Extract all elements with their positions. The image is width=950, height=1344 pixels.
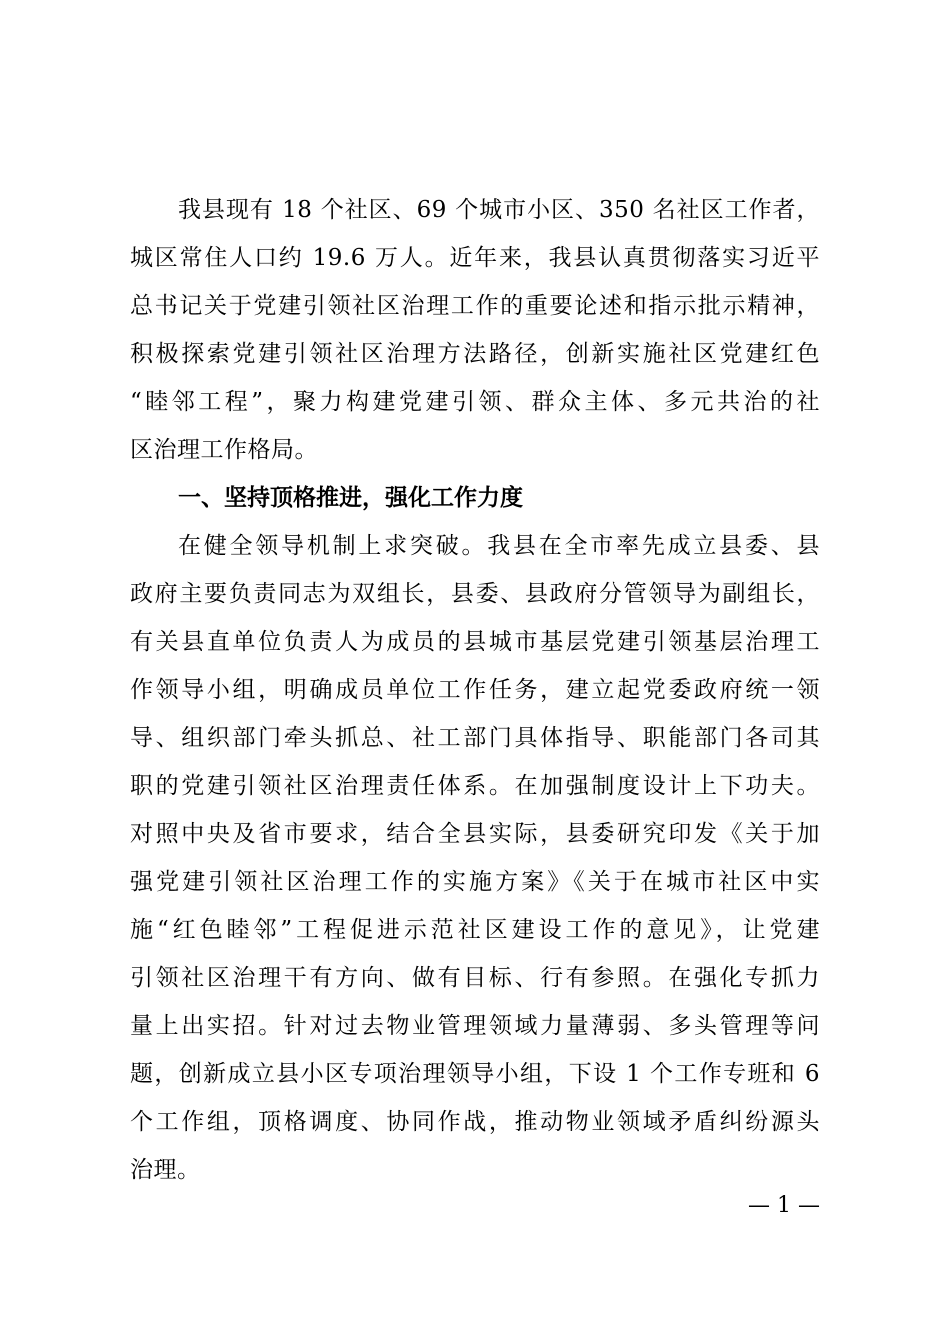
text-line: 区治理工作格局。 (130, 437, 318, 463)
text-line: 治理。 (130, 1157, 201, 1183)
text-line: 职的党建引领社区治理责任体系。在加强制度设计上下功夫。 (130, 773, 820, 799)
text-line: 总书记关于党建引领社区治理工作的重要论述和指示批示精神， (130, 293, 820, 319)
text-line: 导、组织部门牵头抓总、社工部门具体指导、职能部门各司其 (130, 725, 820, 751)
text-line: 引领社区治理干有方向、做有目标、行有参照。在强化专抓力 (130, 965, 820, 991)
paragraph-intro (130, 186, 820, 474)
page-number: — 1 — (748, 1193, 820, 1218)
text-line: 施“红色睦邻”工程促进示范社区建设工作的意见》，让党建 (130, 917, 820, 943)
text-line: 政府主要负责同志为双组长，县委、县政府分管领导为副组长， (130, 581, 820, 607)
text-line: 城区常住人口约 19.6 万人。近年来，我县认真贯彻落实习近平 (130, 245, 820, 271)
text-line: 对照中央及省市要求，结合全县实际，县委研究印发《关于加 (130, 821, 820, 847)
section-heading: 一、坚持顶格推进，强化工作力度 (178, 485, 523, 511)
text-line: 量上出实招。针对过去物业管理领域力量薄弱、多头管理等问 (130, 1013, 820, 1039)
body-text (130, 186, 820, 1194)
text-line: 我县现有 18 个社区、69 个城市小区、350 名社区工作者， (178, 197, 820, 223)
text-line: 积极探索党建引领社区治理方法路径，创新实施社区党建红色 (130, 341, 820, 367)
paragraph-leadership (130, 522, 820, 1194)
text-line: 个工作组，顶格调度、协同作战，推动物业领域矛盾纠纷源头 (130, 1109, 820, 1135)
text-line: 有关县直单位负责人为成员的县城市基层党建引领基层治理工 (130, 629, 820, 655)
text-line: 作领导小组，明确成员单位工作任务，建立起党委政府统一领 (130, 677, 820, 703)
text-line: “睦邻工程”，聚力构建党建引领、群众主体、多元共治的社 (130, 389, 820, 415)
text-line: 题，创新成立县小区专项治理领导小组，下设 1 个工作专班和 6 (130, 1061, 820, 1087)
text-line: 强党建引领社区治理工作的实施方案》《关于在城市社区中实 (130, 869, 820, 895)
text-line: 在健全领导机制上求突破。我县在全市率先成立县委、县 (178, 533, 820, 559)
